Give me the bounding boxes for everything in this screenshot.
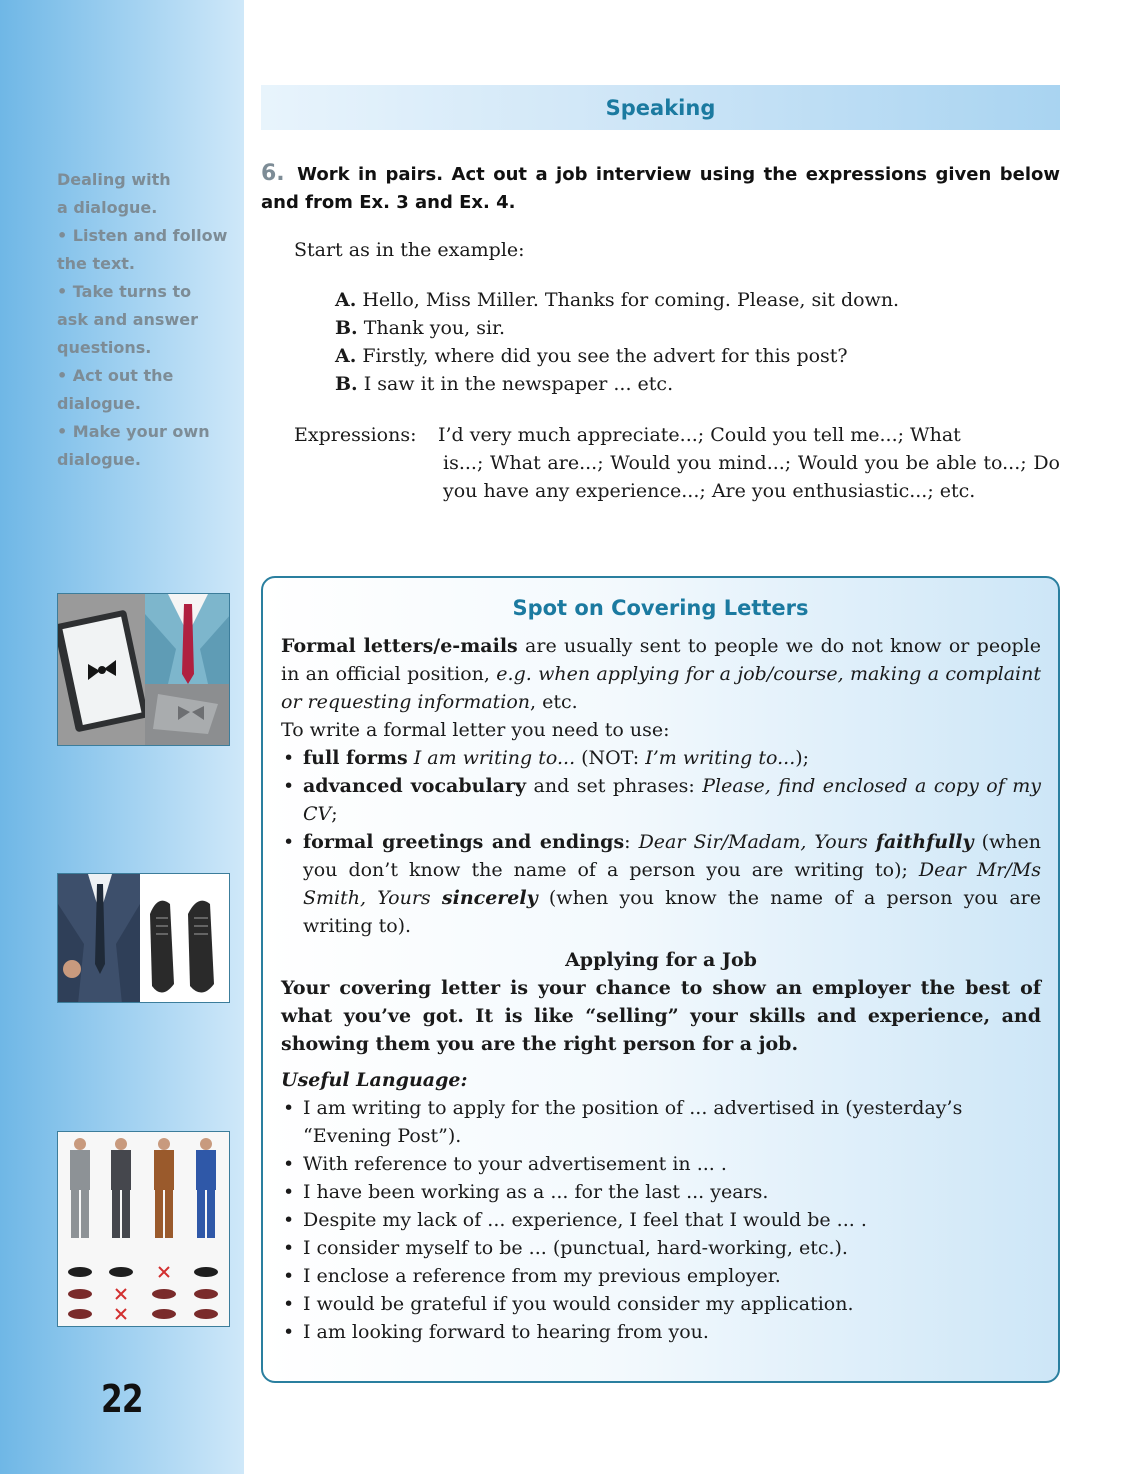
list-item: • I enclose a reference from my previous employer. — [281, 1262, 1041, 1290]
spot-body — [281, 632, 1041, 1346]
list-item: • I am looking forward to hearing from you. — [281, 1318, 1041, 1346]
subheading: Applying for a Job — [565, 949, 757, 971]
expressions-label: Expressions: — [294, 424, 417, 446]
side-note-line: Dealing with — [57, 170, 171, 189]
suit-shoes-illustration — [58, 874, 230, 1003]
section-heading: Speaking — [605, 95, 716, 120]
side-note-line: • Listen and follow — [57, 226, 228, 245]
side-note-line: the text. — [57, 254, 136, 273]
formal-rules-list — [281, 744, 1041, 940]
suit-and-shoes-photo — [57, 873, 230, 1003]
shirt-and-suit-photo — [57, 593, 230, 746]
side-note-line: dialogue. — [57, 450, 141, 469]
list-item: • formal greetings and endings: Dear Sir/Madam, Yours faithfully (when you don’t know the name of a person you are writing to); Dear Mr/Ms Smith, Yours sincerely (when you know the name of a person you are writing to). — [281, 828, 1041, 940]
start-text: Start as in the example: — [294, 239, 525, 261]
list-item: • full forms I am writing to... (NOT: I’m writing to...); — [281, 744, 1041, 772]
list-item: • With reference to your advertisement in ... . — [281, 1150, 1041, 1178]
side-note-line: ask and answer — [57, 310, 198, 329]
expressions-first-line: I’d very much appreciate...; Could you tell me...; What — [438, 424, 961, 446]
list-item: • I have been working as a ... for the last ... years. — [281, 1178, 1041, 1206]
page-number: 22 — [101, 1377, 143, 1421]
suit-guide-illustration — [58, 1132, 230, 1327]
side-note-line: • Make your own — [57, 422, 210, 441]
side-note-line: questions. — [57, 338, 152, 357]
expressions-list — [431, 421, 1060, 505]
applying-text: Your covering letter is your chance to show an employer the best of what you’ve got. It is like “selling” your skills and experience, and showing them you are the right person for a job. — [281, 977, 1041, 1055]
list-item: • I would be grateful if you would consider my application. — [281, 1290, 1041, 1318]
list-item: • Despite my lack of ... experience, I feel that I would be ... . — [281, 1206, 1041, 1234]
task-text: Work in pairs. Act out a job interview using the expressions given below and from Ex. 3 and Ex. 4. — [261, 164, 1060, 213]
dialogue-line: B. I saw it in the newspaper ... etc. — [335, 373, 674, 395]
intro-paragraph: Formal letters/e-mails are usually sent to people we do not know or people in an official position, e.g. when applying for a job/course, making a complaint or requesting information, etc. — [281, 635, 1041, 713]
spot-title: Spot on Covering Letters — [512, 596, 809, 620]
example-dialogue — [335, 286, 899, 398]
dialogue-line: A. Firstly, where did you see the advert for this post? — [335, 345, 848, 367]
task-number: 6. — [261, 161, 285, 186]
dialogue-line: A. Hello, Miss Miller. Thanks for coming. Please, sit down. — [335, 289, 900, 311]
useful-language-list — [281, 1094, 1041, 1346]
useful-language-label: Useful Language: — [281, 1069, 468, 1091]
list-item: • I consider myself to be ... (punctual, hard-working, etc.). — [281, 1234, 1041, 1262]
side-note-line: dialogue. — [57, 394, 141, 413]
list-item: • advanced vocabulary and set phrases: Please, find enclosed a copy of my CV; — [281, 772, 1041, 828]
side-note-line: • Act out the — [57, 366, 174, 385]
list-item: • I am writing to apply for the position of ... advertised in (yesterday’s “Evening Post”). — [281, 1094, 1041, 1150]
side-note-line: • Take turns to — [57, 282, 192, 301]
side-notes — [57, 166, 237, 474]
section-heading-bar — [261, 85, 1060, 130]
shirt-suit-illustration — [58, 594, 230, 746]
expressions-rest: is...; What are...; Would you mind...; Would you be able to...; Do you have any experience...; Are you enthusiastic...; etc. — [443, 452, 1060, 502]
dialogue-line: B. Thank you, sir. — [335, 317, 506, 339]
side-note-line: a dialogue. — [57, 198, 158, 217]
suit-guide-photo — [57, 1131, 230, 1327]
task-instruction — [261, 160, 1060, 217]
need-text: To write a formal letter you need to use: — [281, 719, 670, 741]
